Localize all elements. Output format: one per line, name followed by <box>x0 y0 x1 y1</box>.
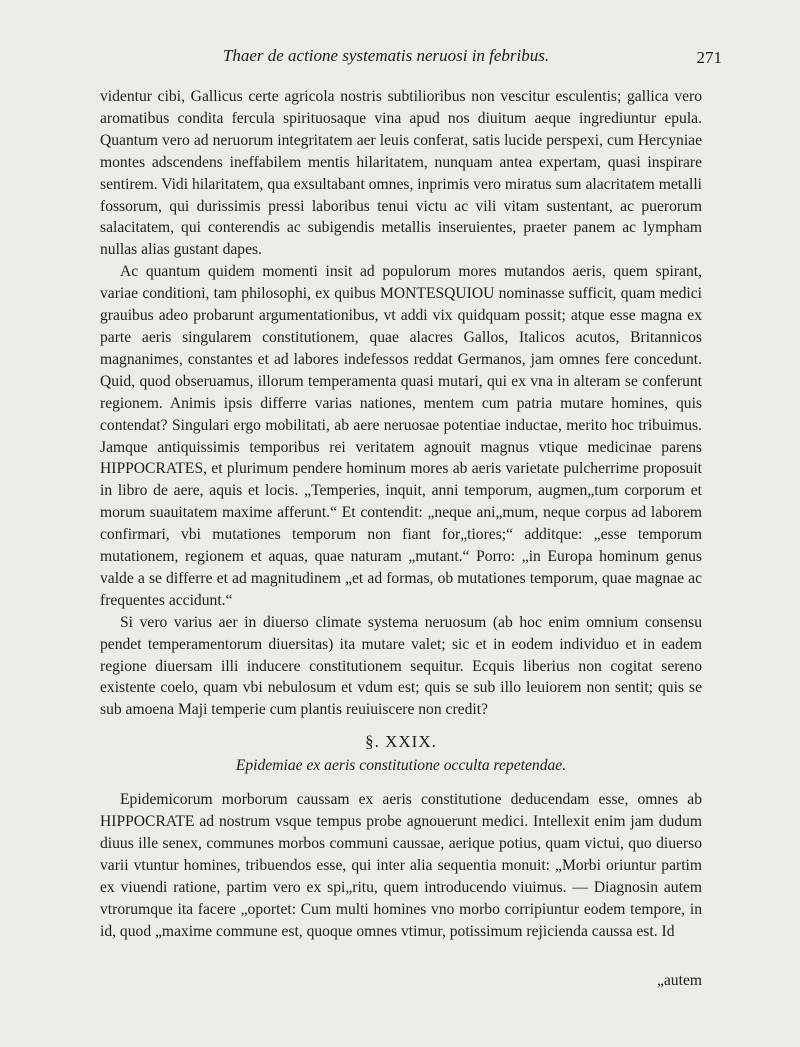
catchword: „autem <box>656 972 702 989</box>
page-header <box>60 46 722 74</box>
section-number: §. XXIX. <box>365 732 437 752</box>
page-body <box>100 86 702 942</box>
paragraph-epidemics: Epidemicorum morborum caussam ex aeris constitutione deducendam esse, omnes ab HIPPOCRATE ad nostrum vsque tempus probe agnouerunt medici. Intellexit enim jam dudum diuus ille senex, communes morbos communi caussae, aerique potius, quam victui, quo diuerso varii vtuntur homines, tribuendos esse, qui inter alia sequentia monuit: „Morbi oriuntur partim ex viuendi ratione, partim vero ex spi„ritu, quem introducendo viuimus. — Diagnosin autem vtrorumque ita facere „oportet: Cum multi homines vno morbo corripiuntur eodem tempore, in id, quod „maxime commune est, quoque omnes vtimur, potissimum rejicienda caussa est. Id <box>100 791 702 940</box>
paragraph-climate-mores: Ac quantum quidem momenti insit ad populorum mores mutandos aeris, quem spirant, variae conditioni, tam philosophi, ex quibus MONTESQUIOU nominasse sufficit, quam medici grauibus adeo probarunt argumentationibus, vt addi vix quidquam possit; atque esse magna ex parte aeris singularem constitutionem, quae alacres Gallos, Italicos acutos, Britannicos magnanimes, constantes et ad labores indefessos reddat Germanos, jam omnes fere concedunt. Quid, quod obseruamus, illorum temperamenta quasi mutari, qui ex vna in alteram se conferunt regionem. Animis ipsis differre varias nationes, mentem cum patria mutare homines, quis contendat? Singulari ergo mobilitati, ab aere neruosae potentiae inductae, merito hoc tribuimus. Jamque antiquissimis temporibus rei veritatem agnouit magnus vtique medicinae parens HIPPOCRATES, et plurimum pendere hominum mores ab aeris varietate pulcherrime proposuit in libro de aere, aquis et locis. „Temperies, inquit, anni temporum, augmen„tum corporum et morum suauitatem maxime afferunt.“ Et contendit: „neque ani„mum, neque corpus ad laborem confirmari, vbi mutationes temporum non fiant for„tiores;“ additque: „esse temporum mutationem, regionem et aquas, quae naturam „mutant.“ Porro: „in Europa hominum genus valde a se differre et ad magnitudinem „et ad formas, ob mutationes temporum, quae magnae ac frequentes accidunt.“ <box>100 263 702 609</box>
paragraph-continuation: videntur cibi, Gallicus certe agricola nostris subtilioribus non vescitur esculentis; gallica vero aromatibus condita fercula spirituosaque vina apud nos diuitum aeque ingrediuntur epula. Quantum vero ad neruorum integritatem aer leuis conferat, satis lucide perspexi, cum Hercyniae montes adscendens ineffabilem mentis hilaritatem, nunquam antea expertam, quasi inspirare sentirem. Vidi hilaritatem, qua exsultabant omnes, inprimis vero miratus sum alacritatem metalli fossorum, qui durissimis pressi laboribus tenui victu ac vili vitam sustentant, ac puerorum salacitatem, qui conterendis ac subigendis metallis inseruientes, praeter panem ac lympham nullas alias gustant dapes. <box>100 88 702 259</box>
section-subtitle: Epidemiae ex aeris constitutione occulta repetendae. <box>235 757 567 775</box>
page-number: 271 <box>696 48 722 67</box>
running-title: Thaer de actione systematis neruosi in febribus. <box>222 46 550 65</box>
paragraph-varius-aer: Si vero varius aer in diuerso climate systema neruosum (ab hoc enim omnium consensu pendet temperamentorum diuersitas) ita mutare valet; sic et in eodem individuo et in eadem regione diuersam illi inducere constitutionem sequitur. Ecquis liberius non cogitat sereno existente coelo, quam vbi nebulosum et vdum est; quis se sub illo leuiorem non sentit; quis se sub amoena Maji temperie cum plantis reuiuiscere non credit? <box>100 613 702 719</box>
